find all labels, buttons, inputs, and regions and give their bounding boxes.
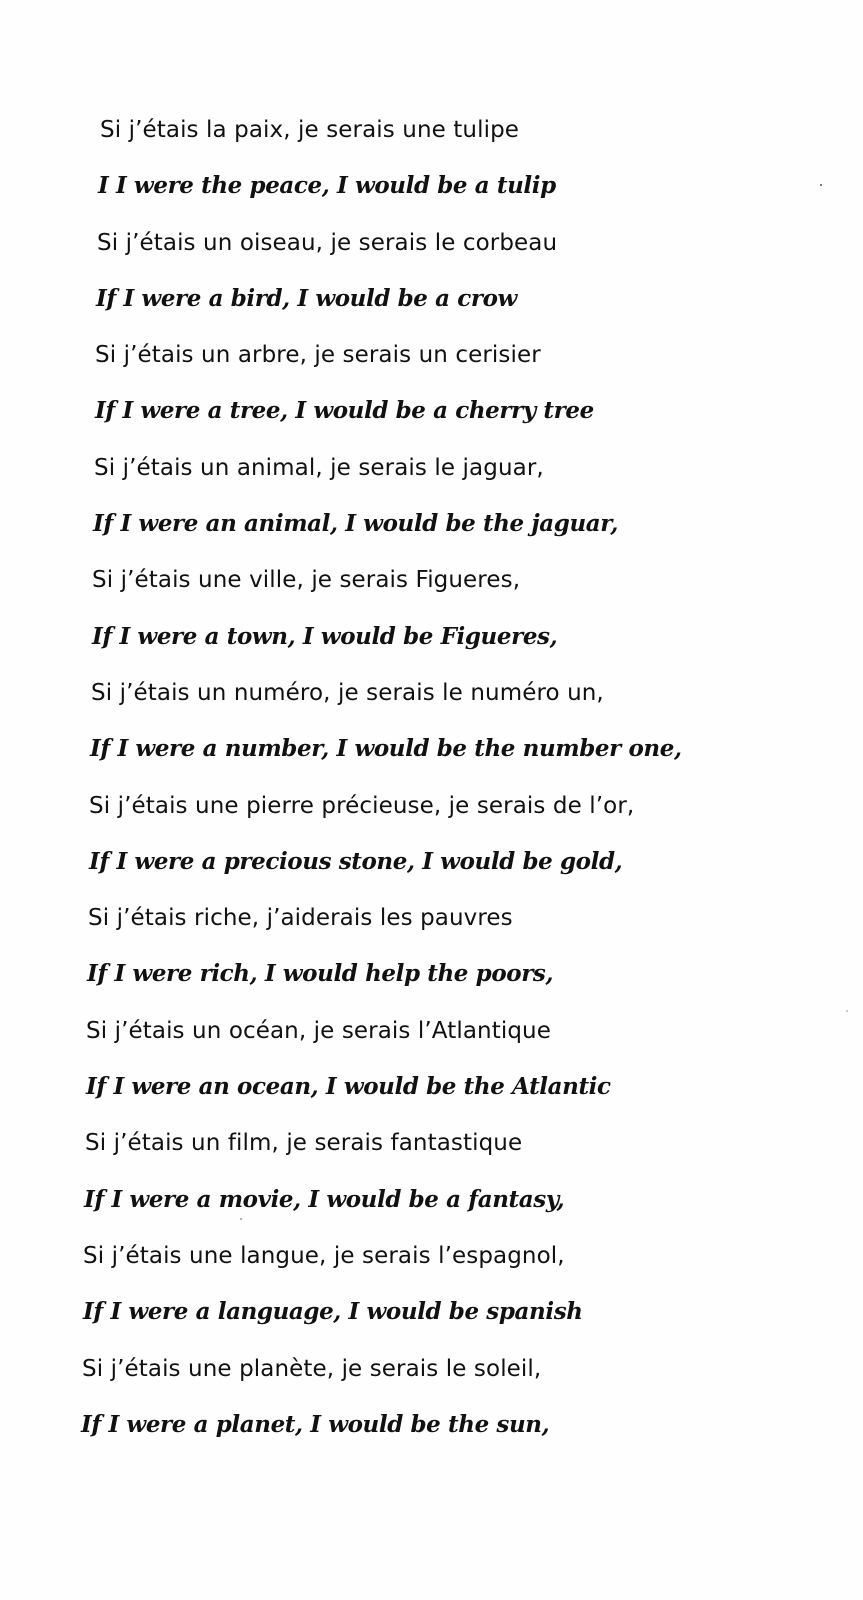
- poem-line-english: If I were a number, I would be the number one,: [90, 735, 682, 763]
- poem-line-french: Si j’étais un oiseau, je serais le corbeau: [97, 229, 558, 256]
- poem-line-english: I I were the peace, I would be a tulip: [98, 172, 556, 200]
- poem-line-english: If I were a bird, I would be a crow: [96, 284, 517, 312]
- poem-line-english: If I were rich, I would help the poors,: [87, 960, 554, 988]
- poem-line-english: If I were a language, I would be spanish: [83, 1298, 583, 1326]
- poem-line-french: Si j’étais une langue, je serais l’espagnol,: [83, 1242, 565, 1269]
- poem-line-french: Si j’étais une pierre précieuse, je serais de l’or,: [89, 792, 635, 819]
- poem-line-english: If I were a movie, I would be a fantasy,: [84, 1185, 565, 1213]
- scan-speck: [240, 1218, 242, 1220]
- poem-line-french: Si j’étais une ville, je serais Figueres,: [92, 567, 521, 594]
- poem-line-french: Si j’étais un arbre, je serais un cerisier: [95, 342, 541, 369]
- poem-line-french: Si j’étais une planète, je serais le soleil,: [82, 1355, 542, 1382]
- poem-line-english: If I were a tree, I would be a cherry tree: [95, 397, 594, 425]
- poem-line-french: Si j’étais un animal, je serais le jaguar,: [94, 454, 544, 481]
- poem-line-english: If I were a town, I would be Figueres,: [92, 622, 558, 650]
- scan-speck: [820, 184, 822, 186]
- poem-line-french: Si j’étais un océan, je serais l’Atlantique: [86, 1017, 551, 1044]
- poem-line-english: If I were a planet, I would be the sun,: [81, 1410, 550, 1438]
- scan-speck: [846, 1010, 848, 1012]
- poem-line-french: Si j’étais riche, j’aiderais les pauvres: [88, 905, 513, 932]
- poem: [0, 108, 863, 1459]
- poem-line-french: Si j’étais la paix, je serais une tulipe: [100, 117, 520, 143]
- poem-line-english: If I were an animal, I would be the jaguar,: [93, 510, 618, 538]
- poem-line-english: If I were an ocean, I would be the Atlantic: [86, 1073, 611, 1101]
- poem-line-french: Si j’étais un film, je serais fantastique: [85, 1130, 523, 1157]
- poem-line-french: Si j’étais un numéro, je serais le numéro un,: [91, 679, 604, 706]
- poem-line-english: If I were a precious stone, I would be gold,: [89, 847, 623, 875]
